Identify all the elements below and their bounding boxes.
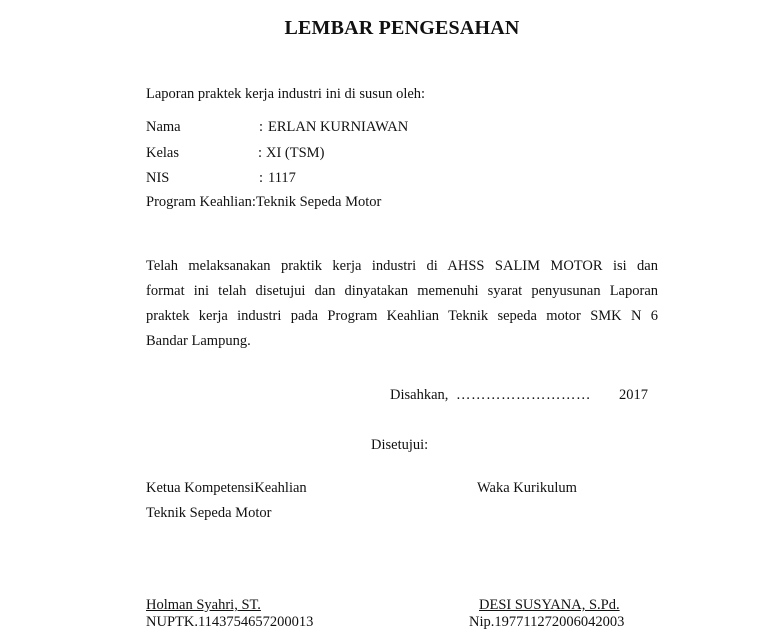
paragraph-line: praktek kerja industri pada Program Keahlian Teknik sepeda motor SMK N 6: [146, 308, 658, 324]
paragraph-line: Telah melaksanakan praktik kerja industri di AHSS SALIM MOTOR isi dan: [146, 258, 658, 274]
identity-value: XI (TSM): [266, 145, 325, 161]
paragraph-line: Bandar Lampung.: [146, 333, 251, 349]
identity-separator: :: [259, 170, 264, 186]
left-signatory-subtitle: Teknik Sepeda Motor: [146, 505, 272, 521]
program-keahlian: Program Keahlian:Teknik Sepeda Motor: [146, 194, 382, 210]
left-signatory-title: Ketua KompetensiKeahlian: [146, 480, 307, 496]
disetujui-label: Disetujui:: [371, 437, 429, 453]
identity-label: NIS: [146, 170, 170, 186]
left-signatory-id: NUPTK.1143754657200013: [146, 614, 314, 630]
identity-separator: :: [258, 145, 263, 161]
identity-label: Nama: [146, 119, 181, 135]
right-signatory-title: Waka Kurikulum: [477, 480, 577, 496]
paragraph-line: format ini telah disetujui dan dinyatakan memenuhi syarat penyusunan Laporan: [146, 283, 658, 299]
identity-value: ERLAN KURNIAWAN: [268, 119, 409, 135]
disahkan-year: 2017: [619, 387, 648, 403]
identity-value: 1117: [268, 170, 296, 186]
right-signatory-name: DESI SUSYANA, S.Pd.: [479, 597, 620, 613]
left-signatory-name: Holman Syahri, ST.: [146, 597, 261, 613]
disahkan-date-placeholder: ………………………: [456, 387, 591, 403]
identity-separator: :: [259, 119, 264, 135]
document-title: LEMBAR PENGESAHAN: [284, 17, 520, 39]
identity-label: Kelas: [146, 145, 180, 161]
approval-paragraph: [146, 254, 658, 354]
right-signatory-id: Nip.197711272006042003: [469, 614, 625, 630]
intro-text: Laporan praktek kerja industri ini di susun oleh:: [146, 86, 426, 102]
disahkan-label: Disahkan,: [390, 387, 449, 403]
